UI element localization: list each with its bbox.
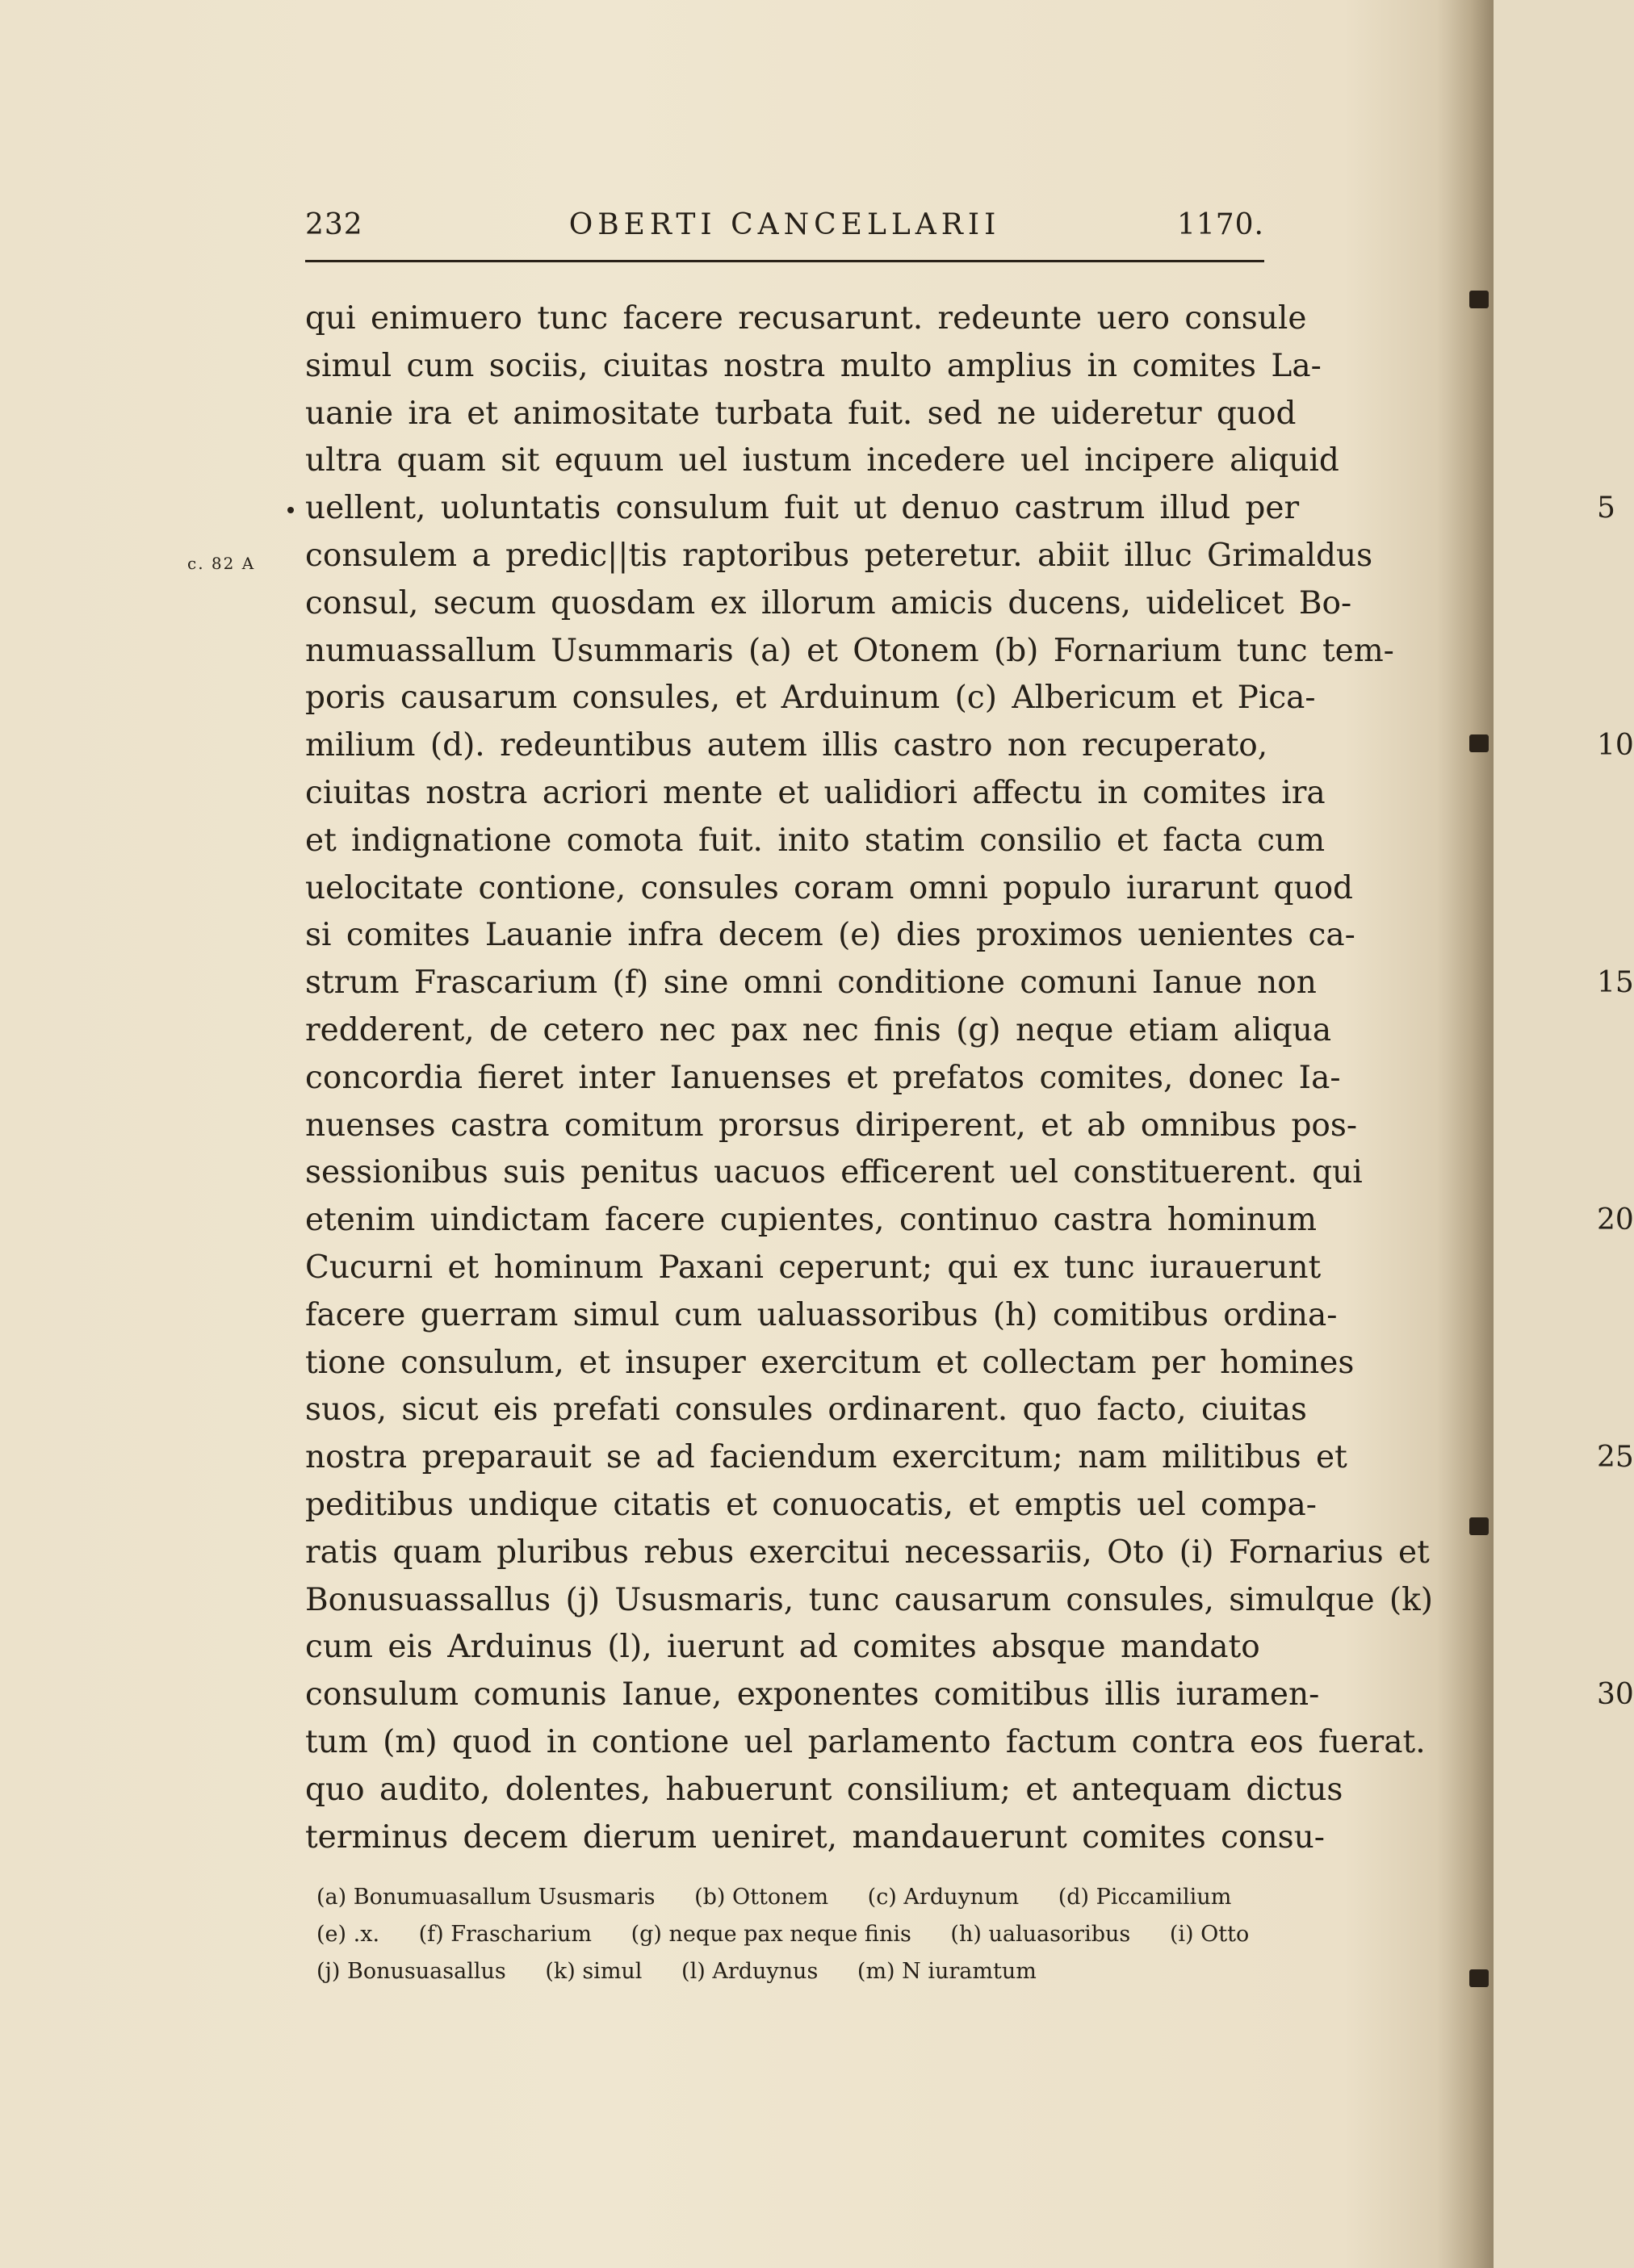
line-number: 15 bbox=[1597, 966, 1634, 1000]
text-line: redderent, de cetero nec pax nec finis (g) neque etiam aliqua bbox=[305, 1011, 1332, 1048]
text-line: ciuitas nostra acriori mente et ualidiori affectu in comites ira bbox=[305, 774, 1326, 811]
running-head bbox=[305, 203, 1264, 255]
text-line: Bonusuassallus (j) Ususmaris, tunc causarum consules, simulque (k) bbox=[305, 1581, 1433, 1618]
page-edge-shadow bbox=[1437, 0, 1494, 2268]
text-line: sessionibus suis penitus uacuos efficerent uel constituerent. qui bbox=[305, 1154, 1363, 1191]
text-line: uanie ira et animositate turbata fuit. sed ne uideretur quod bbox=[305, 395, 1297, 432]
text-line: nuenses castra comitum prorsus diriperent, et ab omnibus pos- bbox=[305, 1107, 1358, 1144]
text-line: simul cum sociis, ciuitas nostra multo amplius in comites La- bbox=[305, 347, 1322, 384]
footnote-row bbox=[316, 1879, 1285, 1916]
text-line: ratis quam pluribus rebus exercitui necessariis, Oto (i) Fornarius et bbox=[305, 1534, 1430, 1571]
footnote: (f) Frascharium bbox=[418, 1922, 593, 1947]
footnote: (g) neque pax neque finis bbox=[631, 1922, 911, 1947]
page-number: 232 bbox=[305, 208, 363, 241]
footnote: (b) Ottonem bbox=[694, 1885, 829, 1910]
footnote: (j) Bonusuasallus bbox=[316, 1959, 506, 1984]
text-line: suos, sicut eis prefati consules ordinarent. quo facto, ciuitas bbox=[305, 1391, 1307, 1429]
line-number: 25 bbox=[1597, 1441, 1634, 1475]
text-line: concordia fieret inter Ianuenses et prefatos comites, donec Ia- bbox=[305, 1059, 1341, 1096]
text-line: Cucurni et hominum Paxani ceperunt; qui ex tunc iurauerunt bbox=[305, 1249, 1322, 1286]
year-heading: 1170. bbox=[1176, 208, 1264, 241]
line-number: 10 bbox=[1597, 729, 1634, 763]
text-line: facere guerram simul cum ualuassoribus (h) comitibus ordina- bbox=[305, 1296, 1338, 1333]
footnote-row bbox=[316, 1953, 1285, 1990]
line-number: 20 bbox=[1597, 1203, 1634, 1237]
footnotes bbox=[316, 1879, 1285, 1990]
binding-tab-mark bbox=[1469, 1517, 1489, 1535]
text-line: consul, secum quosdam ex illorum amicis ducens, uidelicet Bo- bbox=[305, 584, 1352, 621]
text-line: consulum comunis Ianue, exponentes comitibus illis iuramen- 30 bbox=[305, 1672, 1274, 1719]
footnote: (c) Arduynum bbox=[867, 1885, 1020, 1910]
margin-dot-mark bbox=[287, 507, 294, 513]
text-line: cum eis Arduinus (l), iuerunt ad comites absque mandato bbox=[305, 1629, 1260, 1666]
binding-tab-mark bbox=[1469, 1969, 1489, 1987]
text-line: ultra quam sit equum uel iustum incedere uel incipere aliquid bbox=[305, 442, 1339, 479]
text-line: nostra preparauit se ad faciendum exercitum; nam militibus et 25 bbox=[305, 1434, 1274, 1482]
footnote: (a) Bonumuasallum Ususmaris bbox=[316, 1885, 656, 1910]
footnote: (l) Arduynus bbox=[681, 1959, 819, 1984]
header-rule bbox=[305, 260, 1264, 262]
text-line: peditibus undique citatis et conuocatis, et emptis uel compa- bbox=[305, 1486, 1317, 1523]
text-line: tum (m) quod in contione uel parlamento factum contra eos fuerat. bbox=[305, 1723, 1426, 1760]
margin-note: c. 82 A bbox=[187, 554, 256, 573]
text-line: et indignatione comota fuit. inito statim consilio et facta cum bbox=[305, 822, 1326, 859]
text-line: numuassallum Usummaris (a) et Otonem (b) Fornarium tunc tem- bbox=[305, 632, 1394, 669]
footnote: (d) Piccamilium bbox=[1058, 1885, 1232, 1910]
text-line: si comites Lauanie infra decem (e) dies proximos uenientes ca- bbox=[305, 917, 1355, 954]
text-line: tione consulum, et insuper exercitum et collectam per homines bbox=[305, 1344, 1355, 1381]
footnote: (k) simul bbox=[545, 1959, 643, 1984]
footnote: (m) N iuramtum bbox=[857, 1959, 1037, 1984]
running-title: OBERTI CANCELLARII bbox=[568, 208, 1001, 241]
footnote: (e) .x. bbox=[316, 1922, 380, 1947]
text-line: quo audito, dolentes, habuerunt consilium; et antequam dictus bbox=[305, 1771, 1343, 1808]
footnote: (i) Otto bbox=[1169, 1922, 1250, 1947]
binding-tab-mark bbox=[1469, 734, 1489, 752]
footnote: (h) ualuasoribus bbox=[950, 1922, 1131, 1947]
text-line: poris causarum consules, et Arduinum (c) Albericum et Pica- bbox=[305, 680, 1316, 717]
footnote-row bbox=[316, 1916, 1285, 1953]
text-line: milium (d). redeuntibus autem illis castro non recuperato, 10 bbox=[305, 722, 1274, 770]
text-line: terminus decem dierum ueniret, mandauerunt comites consu- bbox=[305, 1818, 1325, 1856]
line-number: 5 bbox=[1597, 492, 1615, 525]
text-line: strum Frascarium (f) sine omni conditione comuni Ianue non 15 bbox=[305, 960, 1274, 1007]
text-line: etenim uindictam facere cupientes, continuo castra hominum 20 bbox=[305, 1197, 1274, 1245]
text-line: consulem a predic||tis raptoribus peteretur. abiit illuc Grimaldus bbox=[305, 537, 1373, 574]
binding-tab-mark bbox=[1469, 291, 1489, 308]
text-line: uellent, uoluntatis consulum fuit ut denuo castrum illud per 5 bbox=[305, 485, 1274, 533]
text-line: qui enimuero tunc facere recusarunt. redeunte uero consule bbox=[305, 300, 1307, 337]
main-text bbox=[305, 295, 1634, 1861]
text-line: uelocitate contione, consules coram omni populo iurarunt quod bbox=[305, 869, 1354, 906]
line-number: 30 bbox=[1597, 1678, 1634, 1712]
